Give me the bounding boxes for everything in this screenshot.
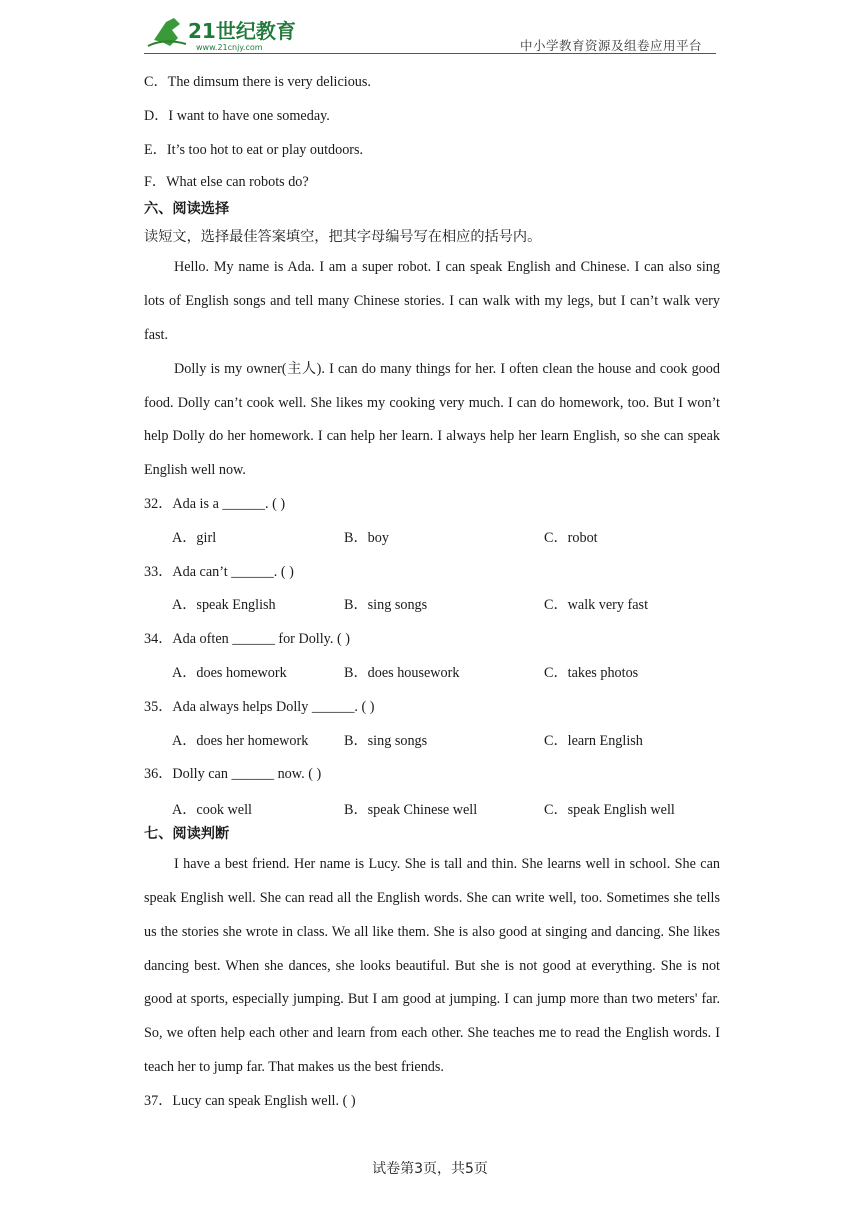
- site-name: 中小学教育资源及组卷应用平台: [519, 38, 702, 53]
- option-e: E．It’s too hot to eat or play outdoors.: [144, 141, 364, 158]
- option-a: A．does homework: [172, 664, 287, 681]
- option-a: A．does her homework: [172, 732, 309, 749]
- option-c: C．speak English well: [544, 802, 675, 819]
- option-c: C．robot: [544, 529, 598, 546]
- question-34-options: [144, 657, 720, 691]
- page-footer: 试卷第3页，共5页: [372, 1161, 488, 1177]
- question-37: 37．Lucy can speak English well. ( ): [144, 1092, 356, 1109]
- section6-instruction: 读短文，选择最佳答案填空，把其字母编号写在相应的括号内。: [144, 229, 542, 246]
- question-35: 35．Ada always helps Dolly ______. ( ): [144, 698, 375, 715]
- question-32-options: [144, 522, 720, 556]
- logo: [144, 10, 314, 54]
- option-b: B．boy: [344, 529, 389, 546]
- option-f: F．What else can robots do?: [144, 174, 309, 191]
- question-35-options: [144, 725, 720, 759]
- option-b: B．does housework: [344, 664, 460, 681]
- section6-paragraph-2: Dolly is my owner(主人). I can do many things for her. I often clean the house and cook good food. Dolly can’t cook well. She likes my cooking very much. I can do homework, too. But I won’t help Dolly do her homework. I can help her learn. I always help her learn English, so she can speak English well now.: [144, 360, 720, 479]
- section6-paragraph-1: Hello. My name is Ada. I am a super robot. I can speak English and Chinese. I can also sing lots of English songs and tell many Chinese stories. I can walk with my legs, but I can’t walk very fast.: [144, 259, 720, 343]
- header-divider: [144, 53, 716, 54]
- option-b: B．speak Chinese well: [344, 802, 478, 819]
- question-34: 34．Ada often ______ for Dolly. ( ): [144, 631, 350, 648]
- section7-paragraph: I have a best friend. Her name is Lucy. She is tall and thin. She learns well in school. She can speak English well. She can read all the English words. She can write well, too. Sometimes she tells us the stories she wrote in class. We all like them. She is also good at singing and dancing. She likes dancing best. When she dances, she looks beautiful. But she is not good at everything. She is not good at sports, especially jumping. But I am good at jumping. I can jump more than two meters' far. So, we often help each other and learn from each other. She teaches me to read the English words. I teach her to jump far. That makes us the best friends.: [144, 856, 720, 1075]
- page-content: [144, 66, 720, 1119]
- section6-heading: 六、阅读选择: [144, 201, 230, 218]
- section7-heading: 七、阅读判断: [144, 826, 230, 843]
- option-d: D．I want to have one someday.: [144, 107, 330, 124]
- page-header: [144, 10, 716, 56]
- option-a: A．cook well: [172, 802, 252, 819]
- question-32: 32．Ada is a ______. ( ): [144, 495, 286, 512]
- option-c: C．The dimsum there is very delicious.: [144, 74, 371, 90]
- question-36: 36．Dolly can ______ now. ( ): [144, 766, 322, 783]
- option-a: A．girl: [172, 529, 217, 546]
- option-b: B．sing songs: [344, 597, 428, 614]
- option-c: C．takes photos: [544, 664, 639, 681]
- logo-text: 21世纪教育: [188, 19, 296, 43]
- question-33: 33．Ada can’t ______. ( ): [144, 563, 294, 580]
- logo-url: www.21cnjy.com: [196, 43, 263, 52]
- option-b: B．sing songs: [344, 732, 428, 749]
- option-c: C．learn English: [544, 732, 643, 749]
- question-36-options: [144, 792, 720, 820]
- option-c: C．walk very fast: [544, 597, 649, 614]
- question-33-options: [144, 589, 720, 623]
- option-a: A．speak English: [172, 597, 276, 614]
